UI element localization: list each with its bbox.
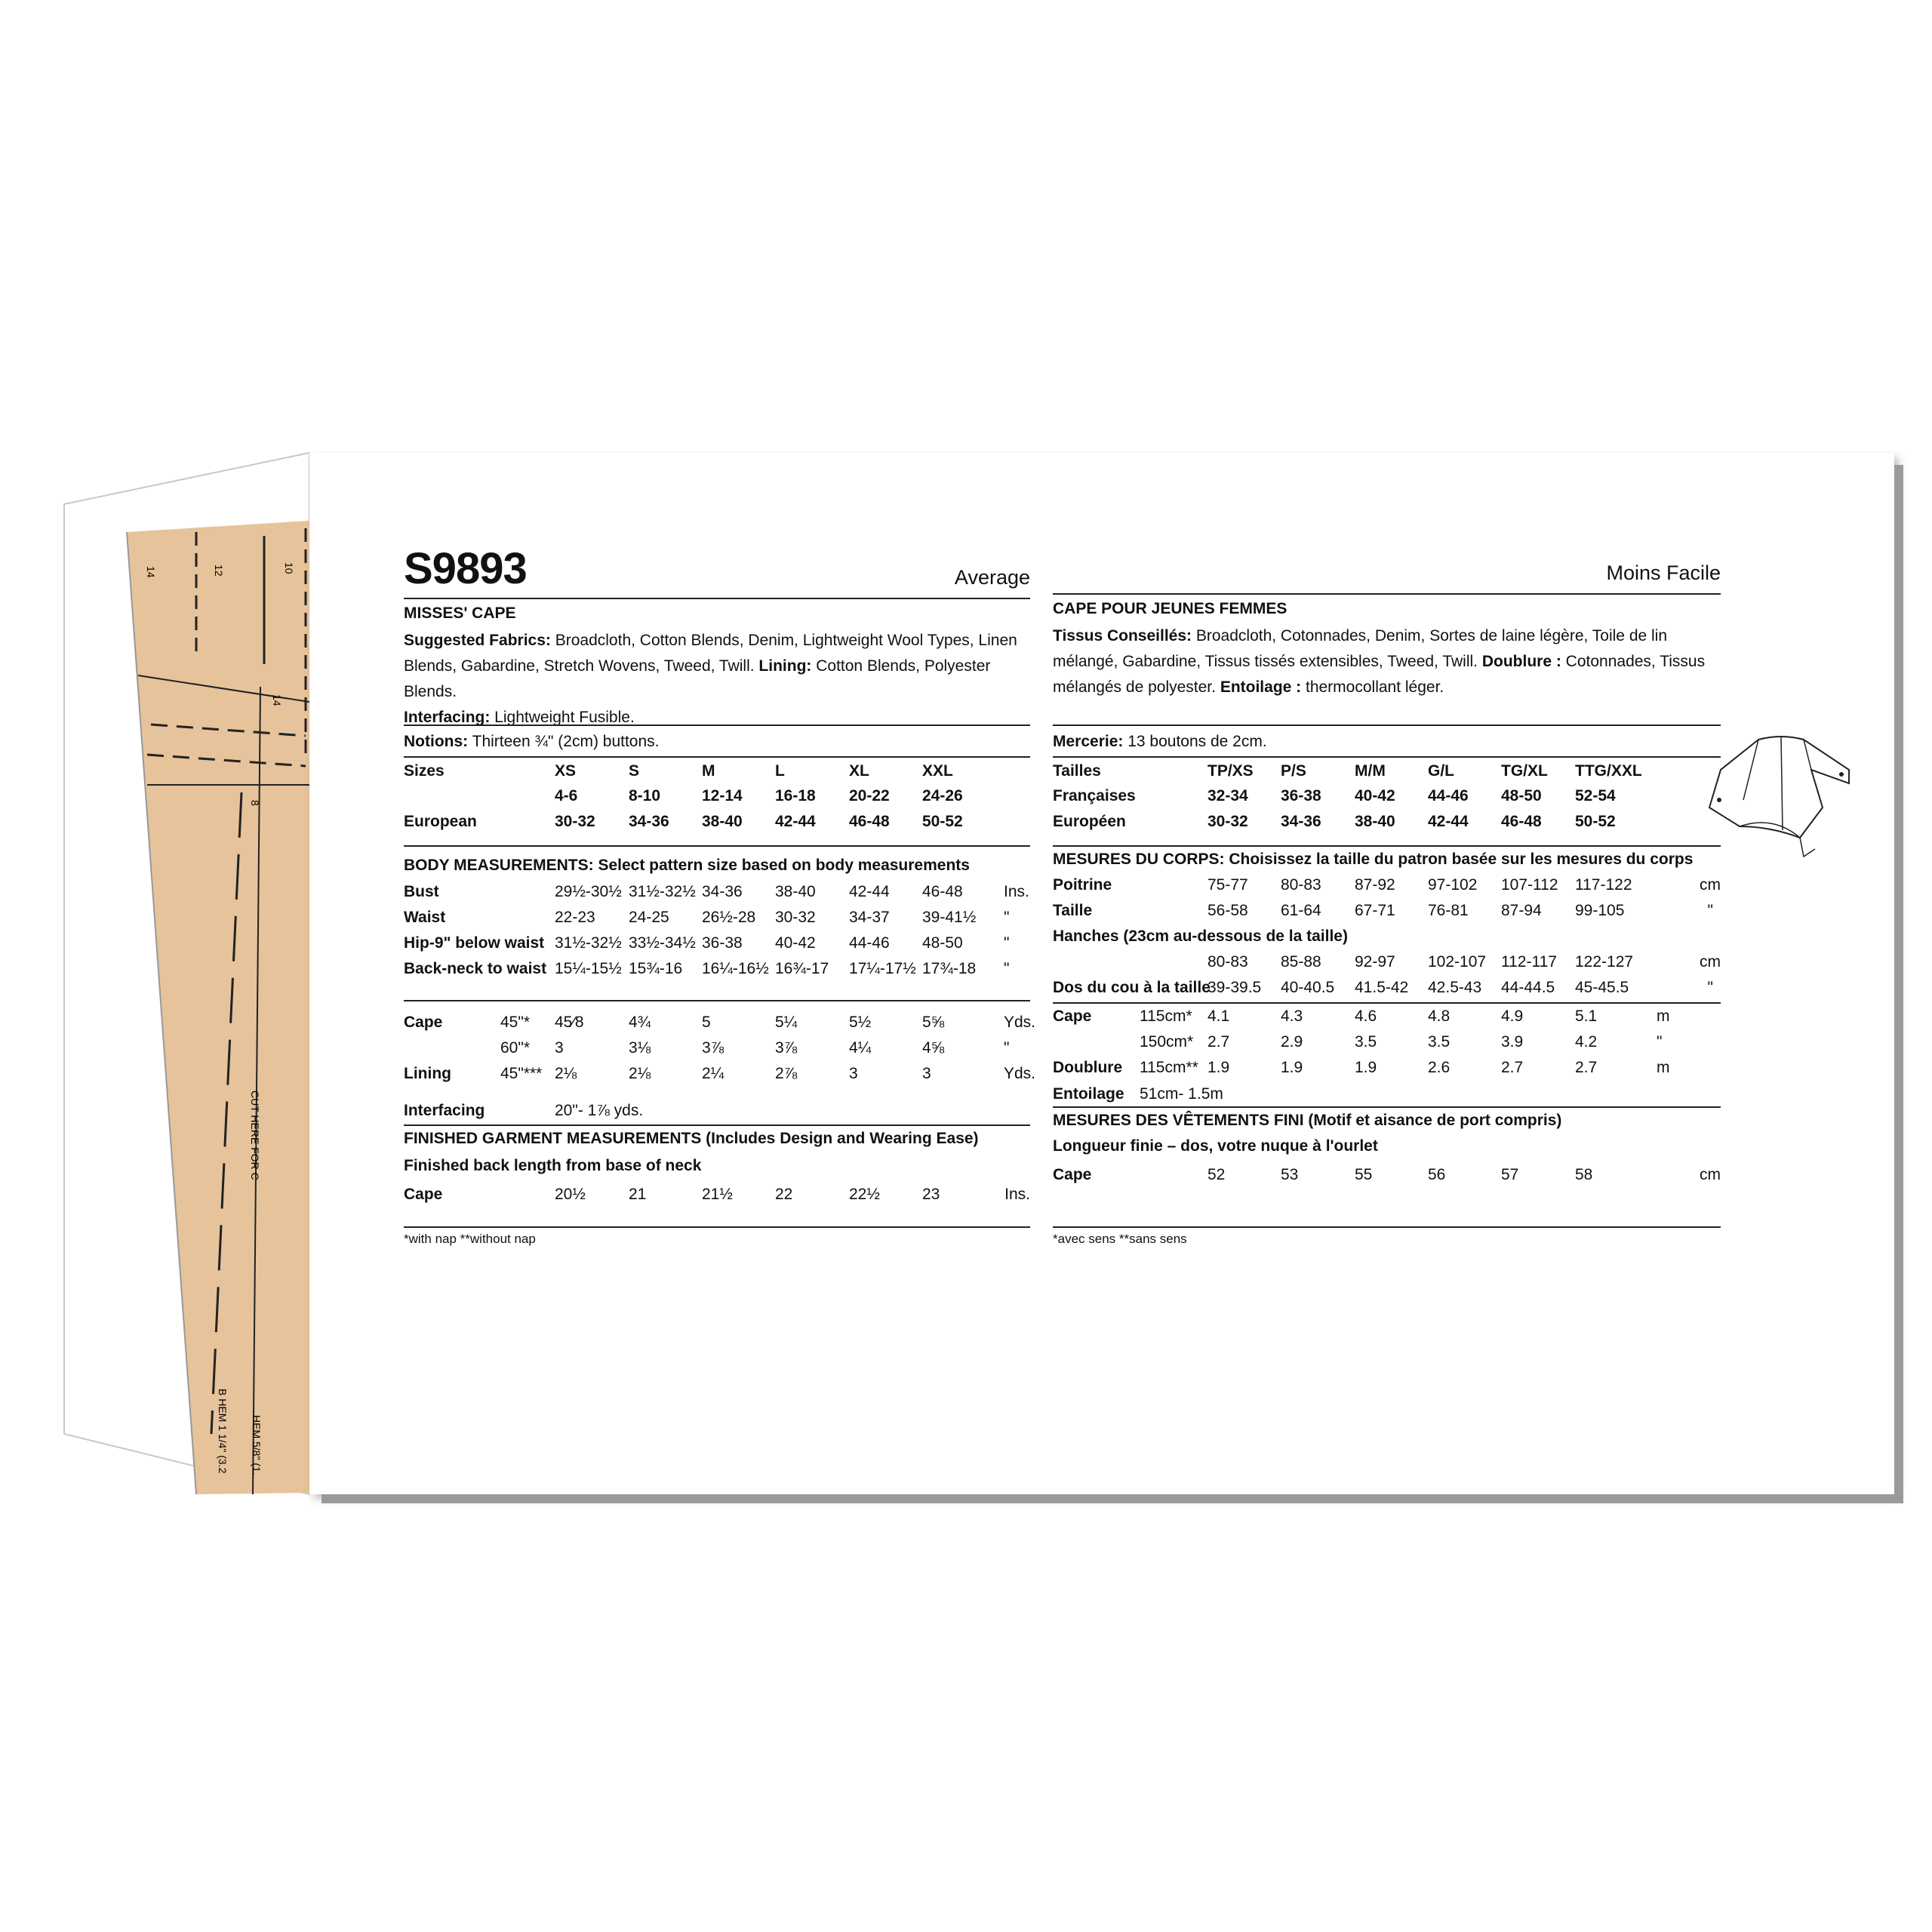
unit-cell: " [1004, 960, 1010, 977]
size-number-cell: 8-10 [629, 787, 661, 804]
fabric-width-cell: 45"*** [500, 1065, 543, 1082]
size-letter-cell: TP/XS [1208, 762, 1254, 780]
body-measurement-cell: 33½-34½ [629, 934, 696, 952]
taille-cell: 67-71 [1355, 902, 1395, 919]
body-measurement-cell: 16¾-17 [775, 960, 829, 977]
size-letter-cell: P/S [1281, 762, 1306, 780]
pattern-info-card [309, 453, 1894, 1494]
entoilage-text: 51cm- 1.5m [1140, 1085, 1223, 1103]
body-row-label: Bust [404, 883, 439, 900]
body-measurement-cell: 15¾-16 [629, 960, 683, 977]
finished-heading-fr: MESURES DES VÊTEMENTS FINI (Motif et aisance de port compris) [1053, 1112, 1562, 1129]
interfacing-label-fr: Entoilage : [1220, 678, 1302, 696]
yardage-cell: 5⅝ [922, 1014, 945, 1031]
body-measurement-cell: 34-37 [849, 909, 890, 926]
yardage-cell: 5.1 [1575, 1008, 1598, 1025]
yardage-cell: 4¼ [849, 1039, 872, 1057]
lining-text-fr: Cotonnades, Tissus mélangés de polyester. [1053, 653, 1706, 696]
fabric-width-cell: 150cm* [1140, 1033, 1194, 1051]
pattern-number: S9893 [404, 544, 527, 593]
yardage-cell: 2¼ [702, 1065, 724, 1082]
divider [404, 1000, 1030, 1001]
finished-value-cell: 56 [1428, 1166, 1446, 1183]
size-letter-cell: L [775, 762, 785, 780]
tissue-hem-58-label: HEM 5/8" (1. [251, 1415, 263, 1475]
body-measurement-cell: 48-50 [922, 934, 963, 952]
yardage-cell: 2.9 [1281, 1033, 1303, 1051]
body-row-label: Waist [404, 909, 446, 926]
finished-value-cell: 23 [922, 1186, 940, 1203]
taille-unit: " [1707, 902, 1713, 919]
body-measurement-cell: 15¼-15½ [555, 960, 622, 977]
body-measurement-cell: 40-42 [775, 934, 816, 952]
divider [404, 598, 1030, 599]
divider [1053, 724, 1721, 726]
yardage-cell: 1.9 [1355, 1059, 1377, 1076]
garment-title-fr: CAPE POUR JEUNES FEMMES [1053, 600, 1287, 617]
finished-unit: Ins. [1004, 1186, 1030, 1203]
divider [1053, 593, 1721, 595]
finished-value-cell: 58 [1575, 1166, 1593, 1183]
interfacing-label: Interfacing: [404, 709, 491, 726]
divider [404, 724, 1030, 726]
size-number-cell: 16-18 [775, 787, 816, 804]
european-size-cell: 42-44 [775, 813, 816, 830]
size-letter-cell: XS [555, 762, 577, 780]
unit-cell: " [1004, 909, 1010, 926]
yardage-cell: 3⅞ [775, 1039, 798, 1057]
body-measurements-heading-fr: MESURES DU CORPS: Choisissez la taille du patron basée sur les mesures du corps [1053, 851, 1694, 868]
europeen-size-cell: 50-52 [1575, 813, 1616, 830]
interfacing-text-fr: thermocollant léger. [1301, 678, 1444, 696]
finished-value-cell: 21 [629, 1186, 647, 1203]
notions-line [404, 729, 660, 755]
yardage-cell: 2.6 [1428, 1059, 1451, 1076]
fabrics-paragraph-fr [1053, 623, 1721, 700]
yardage-cell: 1.9 [1281, 1059, 1303, 1076]
finished-value-cell: 22½ [849, 1186, 880, 1203]
size-letter-cell: G/L [1428, 762, 1454, 780]
poitrine-unit: cm [1700, 876, 1721, 894]
yardage-cell: 4.1 [1208, 1008, 1230, 1025]
dos-cell: 41.5-42 [1355, 979, 1409, 996]
yardage-cell: 4.3 [1281, 1008, 1303, 1025]
fabrics-label-fr: Tissus Conseillés: [1053, 627, 1192, 645]
tailles-label: Tailles [1053, 762, 1101, 780]
poitrine-cell: 87-92 [1355, 876, 1395, 894]
notions-label: Notions: [404, 733, 469, 750]
body-measurement-cell: 34-36 [702, 883, 743, 900]
body-measurement-cell: 42-44 [849, 883, 890, 900]
francaises-size-cell: 40-42 [1355, 787, 1395, 804]
entoilage-label: Entoilage [1053, 1085, 1124, 1103]
hanches-cell: 122-127 [1575, 953, 1634, 971]
yardage-cell: 3 [849, 1065, 858, 1082]
taille-cell: 61-64 [1281, 902, 1321, 919]
body-measurement-cell: 44-46 [849, 934, 890, 952]
europeen-size-cell: 42-44 [1428, 813, 1469, 830]
finished-unit-fr: cm [1700, 1166, 1721, 1183]
body-measurement-cell: 31½-32½ [555, 934, 622, 952]
european-size-cell: 50-52 [922, 813, 963, 830]
finished-cape-label-fr: Cape [1053, 1166, 1092, 1183]
unit-cell: " [1004, 1039, 1010, 1057]
yardage-cell: 2.7 [1501, 1059, 1524, 1076]
francaises-size-cell: 44-46 [1428, 787, 1469, 804]
poitrine-cell: 117-122 [1575, 876, 1632, 894]
finished-heading: FINISHED GARMENT MEASUREMENTS (Includes Design and Wearing Ease) [404, 1130, 979, 1147]
finished-value-cell: 57 [1501, 1166, 1519, 1183]
dos-cell: 40-40.5 [1281, 979, 1335, 996]
body-row-label: Back-neck to waist [404, 960, 547, 977]
taille-cell: 99-105 [1575, 902, 1625, 919]
yardage-cell: 4.6 [1355, 1008, 1377, 1025]
tissue-number-8: 8 [249, 800, 261, 806]
yardage-cell: 3 [555, 1039, 564, 1057]
divider [404, 845, 1030, 847]
francaises-size-cell: 36-38 [1281, 787, 1321, 804]
yardage-cell: 3⅞ [702, 1039, 724, 1057]
notions-line-fr [1053, 729, 1267, 755]
finished-subheading-fr: Longueur finie – dos, votre nuque à l'ourlet [1053, 1137, 1378, 1155]
yardage-cell: 4.2 [1575, 1033, 1598, 1051]
finished-cape-label: Cape [404, 1186, 443, 1203]
tissue-number-side-14: 14 [271, 694, 283, 706]
yardage-row-label: Lining [404, 1065, 451, 1082]
yardage-cell: 4.9 [1501, 1008, 1524, 1025]
body-measurement-cell: 36-38 [702, 934, 743, 952]
body-measurement-cell: 29½-30½ [555, 883, 622, 900]
yardage-cell: 3⅛ [629, 1039, 651, 1057]
unit-cell: Ins. [1004, 883, 1029, 900]
divider [404, 756, 1030, 758]
body-measurement-cell: 38-40 [775, 883, 816, 900]
fabrics-label: Suggested Fabrics: [404, 632, 551, 649]
yardage-cell: 2⅛ [555, 1065, 577, 1082]
yardage-cell: 2⅛ [629, 1065, 651, 1082]
body-measurement-cell: 22-23 [555, 909, 595, 926]
size-letter-cell: TG/XL [1501, 762, 1548, 780]
body-measurement-cell: 17¾-18 [922, 960, 977, 977]
unit-cell: Yds. [1004, 1014, 1036, 1031]
cape-line-drawing [1698, 724, 1864, 868]
size-number-cell: 12-14 [702, 787, 743, 804]
european-size-cell: 46-48 [849, 813, 890, 830]
tissue-number-12: 12 [213, 565, 225, 577]
hanches-cell: 92-97 [1355, 953, 1395, 971]
body-measurements-heading: BODY MEASUREMENTS: Select pattern size based on body measurements [404, 857, 970, 874]
finished-value-cell: 22 [775, 1186, 793, 1203]
poitrine-label: Poitrine [1053, 876, 1112, 894]
yardage-row-label: Cape [1053, 1008, 1092, 1025]
divider [1053, 1226, 1721, 1228]
european-size-cell: 38-40 [702, 813, 743, 830]
body-measurement-cell: 17¼-17½ [849, 960, 916, 977]
fabric-width-cell: 45"* [500, 1014, 530, 1031]
tissue-number-14: 14 [145, 566, 157, 578]
taille-cell: 56-58 [1208, 902, 1248, 919]
hanches-unit: cm [1700, 953, 1721, 971]
hanches-cell: 102-107 [1428, 953, 1487, 971]
difficulty-level-fr: Moins Facile [1606, 561, 1721, 584]
poitrine-cell: 107-112 [1501, 876, 1558, 894]
yardage-cell: 4.8 [1428, 1008, 1451, 1025]
taille-label: Taille [1053, 902, 1093, 919]
lining-text: Cotton Blends, Polyester Blends. [404, 657, 991, 700]
dos-cell: 39-39.5 [1208, 979, 1262, 996]
finished-value-cell: 21½ [702, 1186, 733, 1203]
european-size-cell: 30-32 [555, 813, 595, 830]
size-letter-cell: S [629, 762, 640, 780]
footnote-fr: *avec sens **sans sens [1053, 1232, 1187, 1246]
notions-text-fr: 13 boutons de 2cm. [1123, 733, 1267, 750]
unit-cell: m [1657, 1059, 1670, 1076]
fabrics-paragraph [404, 628, 1030, 731]
dos-cell: 45-45.5 [1575, 979, 1629, 996]
poitrine-cell: 75-77 [1208, 876, 1248, 894]
size-number-cell: 20-22 [849, 787, 890, 804]
fabric-width-cell: 115cm** [1140, 1059, 1198, 1076]
unit-cell: m [1657, 1008, 1670, 1025]
body-measurement-cell: 31½-32½ [629, 883, 696, 900]
body-measurement-cell: 16¼-16½ [702, 960, 769, 977]
notions-label-fr: Mercerie: [1053, 733, 1124, 750]
francaises-size-cell: 48-50 [1501, 787, 1542, 804]
francaises-label: Françaises [1053, 787, 1136, 804]
europeen-label: Européen [1053, 813, 1126, 830]
yardage-cell: 2⅞ [775, 1065, 798, 1082]
poitrine-cell: 80-83 [1281, 876, 1321, 894]
dos-cell: 44-44.5 [1501, 979, 1555, 996]
unit-cell: " [1004, 934, 1010, 952]
francaises-size-cell: 52-54 [1575, 787, 1616, 804]
difficulty-level: Average [954, 566, 1030, 589]
yardage-cell: 3.5 [1355, 1033, 1377, 1051]
yardage-cell: 5 [702, 1014, 711, 1031]
body-measurement-cell: 46-48 [922, 883, 963, 900]
interfacing-row-text: 20"- 1⅞ yds. [555, 1102, 644, 1119]
body-row-label: Hip-9" below waist [404, 934, 545, 952]
tissue-cut-here-label: CUT HERE FOR C [249, 1091, 261, 1180]
lining-label: Lining: [758, 657, 812, 675]
europeen-size-cell: 34-36 [1281, 813, 1321, 830]
finished-value-cell: 20½ [555, 1186, 586, 1203]
body-measurement-cell: 24-25 [629, 909, 669, 926]
hanches-cell: 85-88 [1281, 953, 1321, 971]
europeen-size-cell: 30-32 [1208, 813, 1248, 830]
taille-cell: 76-81 [1428, 902, 1469, 919]
dos-unit: " [1707, 979, 1713, 996]
yardage-row-label: Doublure [1053, 1059, 1123, 1076]
yardage-cell: 5¼ [775, 1014, 798, 1031]
european-label: European [404, 813, 477, 830]
fabrics-text: Broadcloth, Cotton Blends, Denim, Lightweight Wool Types, Linen Blends, Gabardine, Stretch Wovens, Tweed, Twill. [404, 632, 1017, 675]
size-letter-cell: M/M [1355, 762, 1386, 780]
divider [404, 1226, 1030, 1228]
divider [1053, 756, 1721, 758]
europeen-size-cell: 46-48 [1501, 813, 1542, 830]
footnote: *with nap **without nap [404, 1232, 536, 1246]
yardage-cell: 2.7 [1575, 1059, 1598, 1076]
finished-subheading: Finished back length from base of neck [404, 1157, 702, 1174]
yardage-cell: 3.5 [1428, 1033, 1451, 1051]
yardage-cell: 3.9 [1501, 1033, 1524, 1051]
tissue-hem-b-label: B HEM 1 1/4" (3.2 [217, 1389, 229, 1474]
size-number-cell: 24-26 [922, 787, 963, 804]
europeen-size-cell: 38-40 [1355, 813, 1395, 830]
finished-value-cell: 53 [1281, 1166, 1299, 1183]
yardage-cell: 1.9 [1208, 1059, 1230, 1076]
interfacing-text: Lightweight Fusible. [490, 709, 635, 726]
size-letter-cell: TTG/XXL [1575, 762, 1642, 780]
yardage-cell: 4¾ [629, 1014, 651, 1031]
yardage-cell: 45⁄8 [555, 1014, 584, 1031]
sizes-label: Sizes [404, 762, 445, 780]
size-letter-cell: M [702, 762, 715, 780]
finished-value-cell: 55 [1355, 1166, 1373, 1183]
yardage-cell: 4⅝ [922, 1039, 945, 1057]
unit-cell: " [1657, 1033, 1663, 1051]
hanches-cell: 80-83 [1208, 953, 1248, 971]
unit-cell: Yds. [1004, 1065, 1036, 1082]
francaises-size-cell: 32-34 [1208, 787, 1248, 804]
yardage-cell: 5½ [849, 1014, 872, 1031]
lining-label-fr: Doublure : [1481, 653, 1561, 670]
finished-value-cell: 52 [1208, 1166, 1226, 1183]
hanches-cell: 112-117 [1501, 953, 1557, 971]
hanches-label: Hanches (23cm au-dessous de la taille) [1053, 928, 1348, 945]
taille-cell: 87-94 [1501, 902, 1542, 919]
size-number-cell: 4-6 [555, 787, 578, 804]
dos-cell: 42.5-43 [1428, 979, 1482, 996]
european-size-cell: 34-36 [629, 813, 669, 830]
yardage-row-label: Cape [404, 1014, 443, 1031]
body-measurement-cell: 26½-28 [702, 909, 756, 926]
fabrics-text-fr: Broadcloth, Cotonnades, Denim, Sortes de laine légère, Toile de lin mélangé, Gabardine, Tissus tissés extensibles, Tweed, Twill. [1053, 627, 1668, 670]
body-measurement-cell: 39-41½ [922, 909, 977, 926]
tissue-number-10: 10 [283, 562, 295, 574]
yardage-cell: 3 [922, 1065, 931, 1082]
interfacing-row-label: Interfacing [404, 1102, 485, 1119]
garment-title: MISSES' CAPE [404, 605, 516, 622]
size-letter-cell: XXL [922, 762, 953, 780]
fabric-width-cell: 115cm* [1140, 1008, 1192, 1025]
notions-text: Thirteen ¾" (2cm) buttons. [468, 733, 660, 750]
yardage-cell: 2.7 [1208, 1033, 1230, 1051]
poitrine-cell: 97-102 [1428, 876, 1478, 894]
size-letter-cell: XL [849, 762, 869, 780]
fabric-width-cell: 60"* [500, 1039, 530, 1057]
dos-label: Dos du cou à la taille [1053, 979, 1211, 996]
body-measurement-cell: 30-32 [775, 909, 816, 926]
